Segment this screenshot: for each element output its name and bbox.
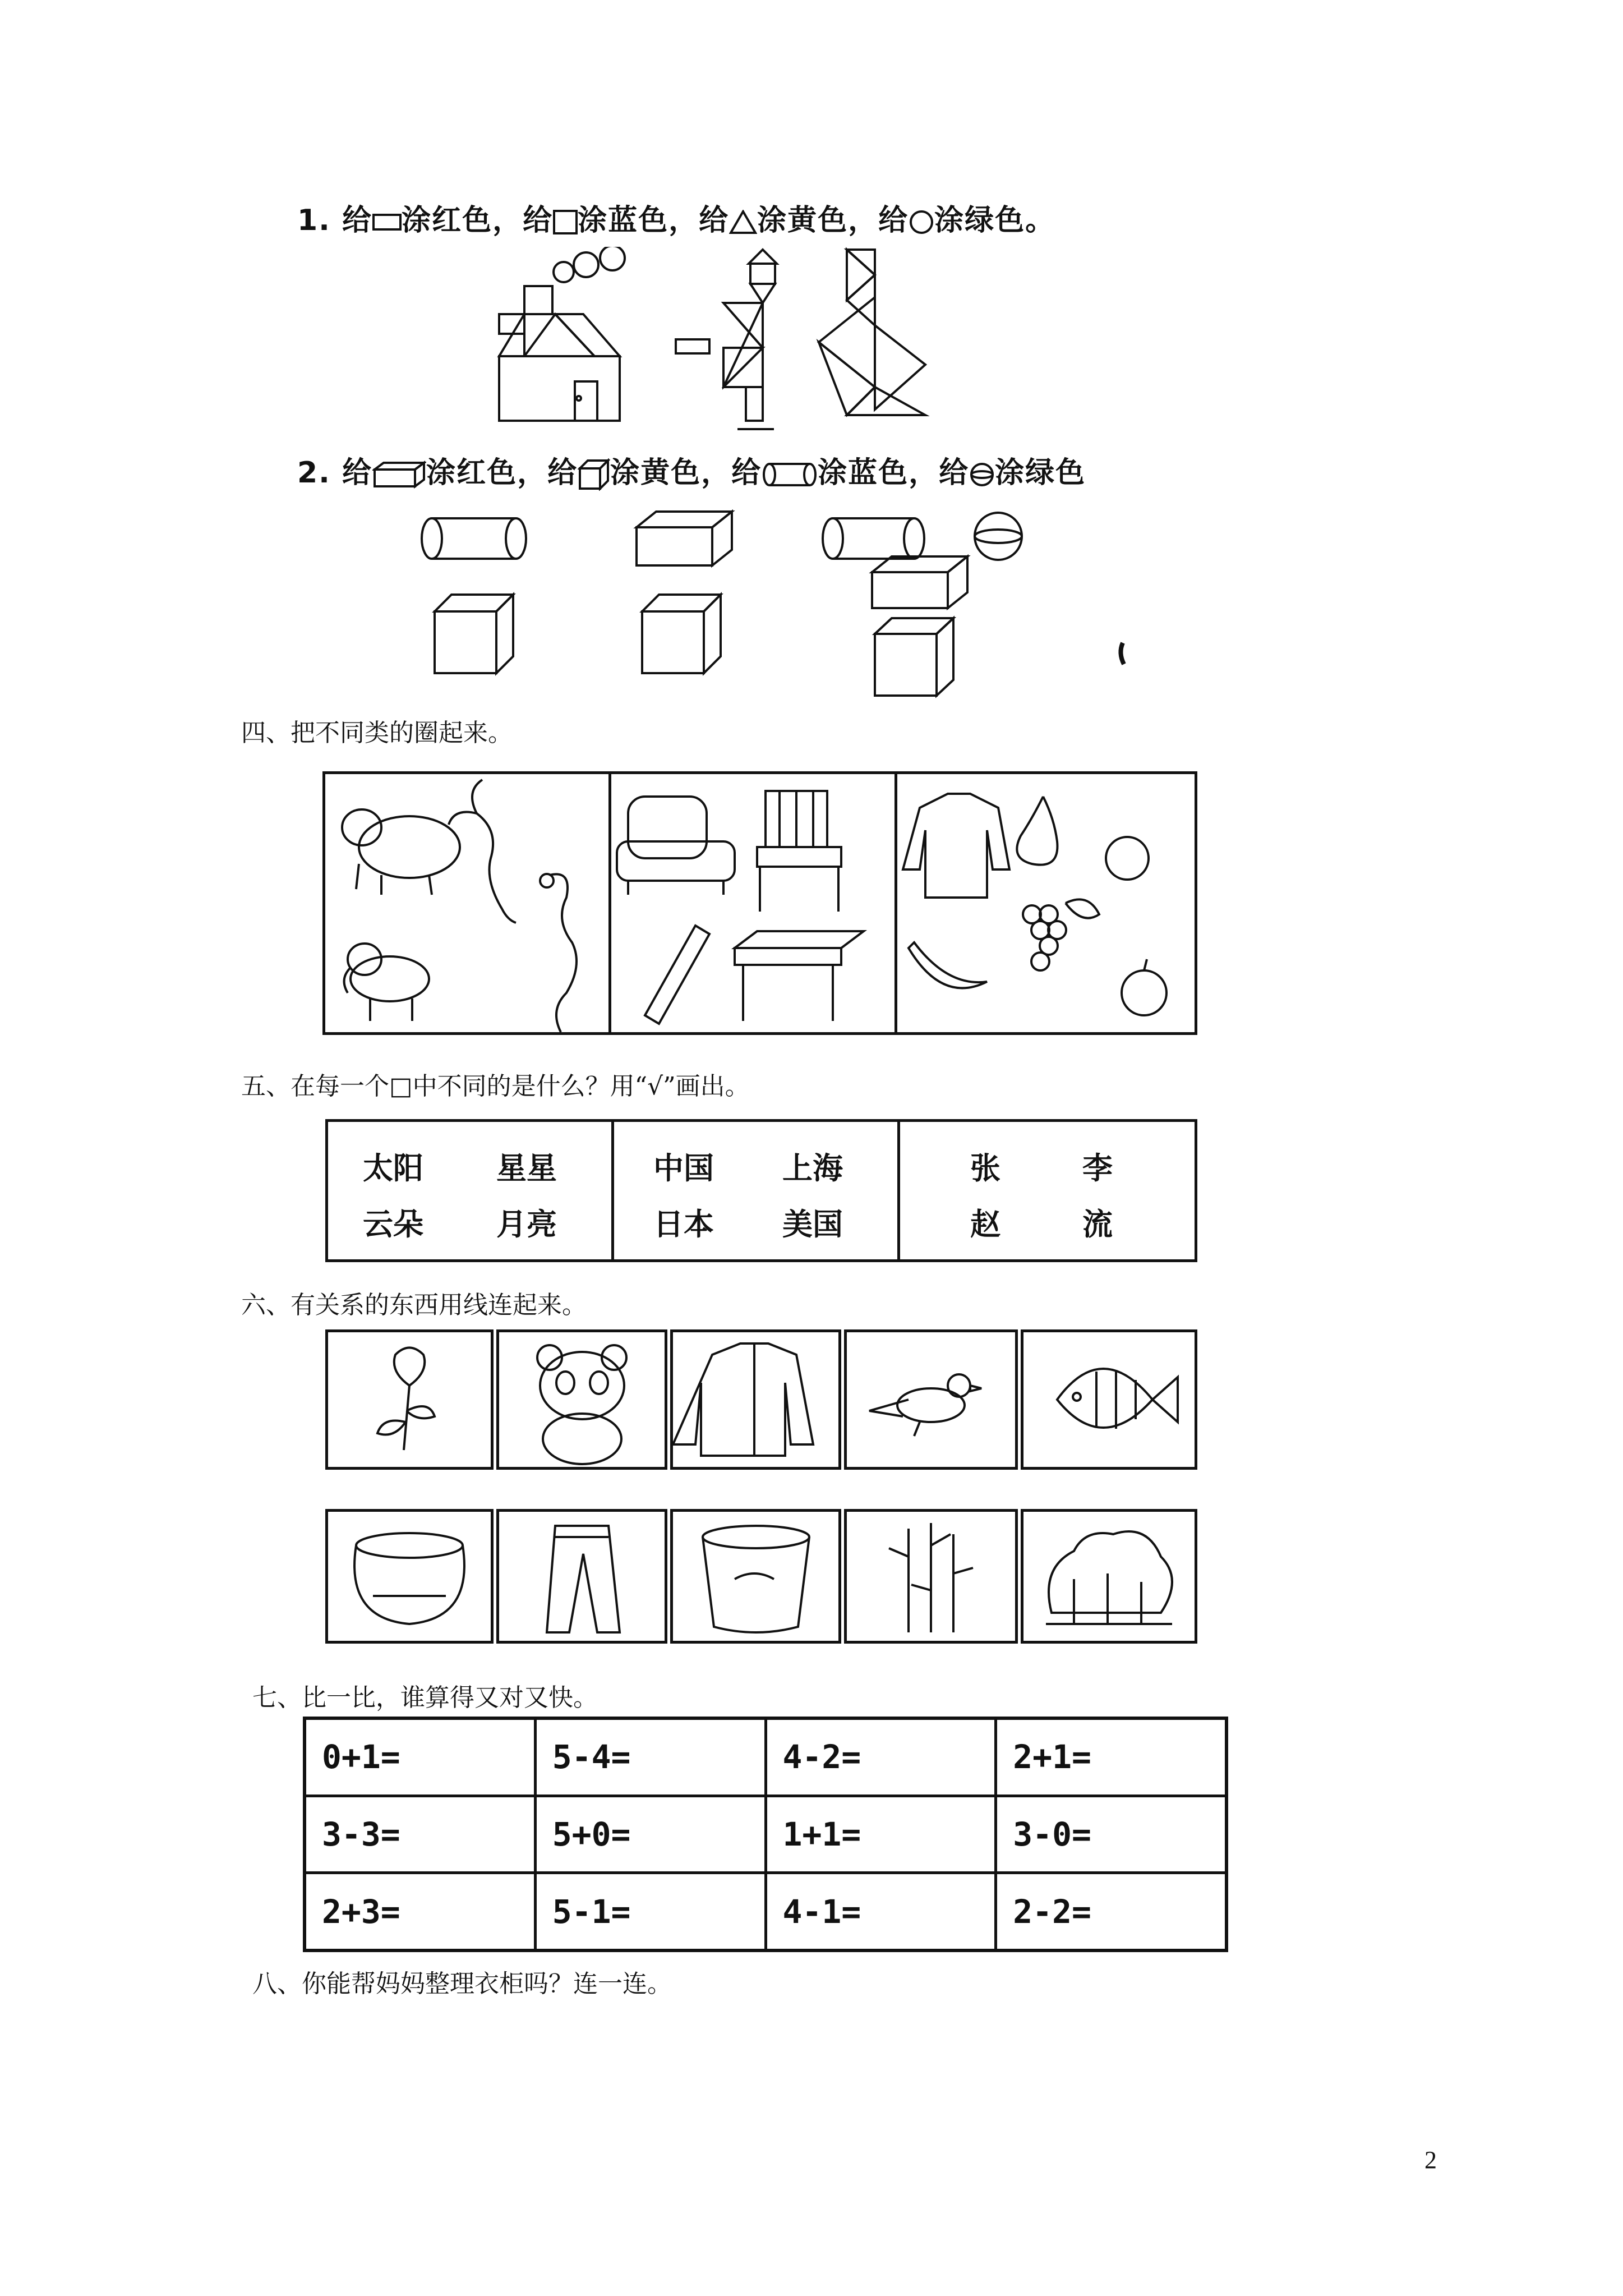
ruler-drawing bbox=[645, 926, 709, 1024]
word-cell: 日本 bbox=[653, 1207, 714, 1242]
banana-drawing bbox=[909, 942, 987, 988]
word-cell: 流 bbox=[1082, 1207, 1113, 1242]
section4-category-box bbox=[322, 771, 1197, 1035]
table-drawing bbox=[735, 931, 864, 1021]
bamboo-icon bbox=[847, 1512, 1015, 1641]
q2-text-3: 涂黄色，给 bbox=[610, 456, 762, 490]
word-cell: 上海 bbox=[782, 1151, 843, 1186]
house-figure bbox=[499, 247, 625, 421]
equation-cell[interactable]: 5-1= bbox=[537, 1874, 767, 1949]
furniture-panel bbox=[611, 774, 897, 1032]
table-row bbox=[306, 1720, 1225, 1797]
word-cell: 星星 bbox=[496, 1151, 557, 1186]
jacket-drawing bbox=[903, 794, 1009, 898]
bucket-icon bbox=[673, 1512, 838, 1641]
sphere-figure bbox=[975, 513, 1022, 560]
bird-icon bbox=[847, 1332, 1015, 1467]
equation-cell[interactable]: 3-0= bbox=[1013, 1815, 1091, 1853]
equation-cell[interactable]: 2+3= bbox=[306, 1874, 537, 1949]
table-row bbox=[306, 1874, 1225, 1949]
forest-picture[interactable] bbox=[1021, 1509, 1197, 1644]
equation-cell[interactable]: 5-4= bbox=[537, 1720, 767, 1795]
q1-shape-figures bbox=[482, 247, 965, 449]
apple-drawing bbox=[1122, 959, 1166, 1015]
trousers-picture[interactable] bbox=[496, 1509, 667, 1644]
word-cell: 月亮 bbox=[496, 1207, 557, 1242]
elephant-drawing bbox=[344, 944, 429, 1021]
rose-picture[interactable] bbox=[325, 1329, 494, 1470]
word-cell: 李 bbox=[1082, 1151, 1113, 1186]
q2-text-5: 涂绿色 bbox=[995, 456, 1086, 490]
word-group-1 bbox=[328, 1122, 614, 1259]
cylinder-figure-2 bbox=[823, 518, 924, 559]
bamboo-picture[interactable] bbox=[844, 1509, 1018, 1644]
arithmetic-table bbox=[303, 1717, 1228, 1952]
peach-drawing bbox=[1106, 837, 1149, 880]
jacket-icon bbox=[673, 1332, 838, 1467]
cube-figure-1 bbox=[435, 595, 513, 673]
hippo-drawing bbox=[342, 809, 460, 895]
word-cell: 赵 bbox=[970, 1207, 1000, 1242]
q2-instruction bbox=[297, 449, 1086, 491]
word-cell: 太阳 bbox=[363, 1151, 423, 1186]
pear-drawing bbox=[1017, 797, 1057, 865]
q1-text-4: 涂黄色，给 bbox=[757, 204, 909, 237]
seahorse-drawing bbox=[540, 874, 577, 1032]
word-cell: 中国 bbox=[653, 1151, 714, 1186]
section8-heading: 八、你能帮妈妈整理衣柜吗？连一连。 bbox=[252, 1970, 672, 1998]
grapes-drawing bbox=[1023, 899, 1099, 970]
fruit-clothing-panel bbox=[897, 774, 1195, 1032]
forest-icon bbox=[1023, 1512, 1195, 1641]
section7-heading: 七、比一比，谁算得又对又快。 bbox=[252, 1683, 598, 1712]
q1-text-5: 涂绿色。 bbox=[934, 204, 1056, 237]
equation-cell[interactable]: 0+1= bbox=[306, 1720, 537, 1795]
cube-figure-2 bbox=[642, 595, 721, 673]
square-shape-icon bbox=[553, 210, 578, 234]
page-number: 2 bbox=[1424, 2146, 1437, 2174]
rose-icon bbox=[328, 1332, 491, 1467]
section6-heading: 六、有关系的东西用线连起来。 bbox=[241, 1291, 587, 1319]
sphere-icon bbox=[969, 462, 995, 487]
equation-cell[interactable]: 3-3= bbox=[306, 1797, 537, 1872]
animals-panel bbox=[325, 774, 611, 1032]
q2-text-4: 涂蓝色，给 bbox=[818, 456, 970, 490]
q1-instruction bbox=[297, 196, 1055, 238]
fish-icon bbox=[1023, 1332, 1195, 1467]
word-cell: 云朵 bbox=[363, 1207, 423, 1242]
section5-word-box bbox=[325, 1119, 1197, 1262]
equation-cell[interactable]: 2-2= bbox=[1013, 1892, 1091, 1931]
rectangle-shape-icon bbox=[372, 214, 402, 231]
cuboid-figure-1 bbox=[637, 512, 732, 565]
equation-cell[interactable]: 5+0= bbox=[537, 1797, 767, 1872]
triangle-shape-icon bbox=[729, 210, 757, 234]
word-group-2 bbox=[614, 1122, 900, 1259]
equation-cell[interactable]: 4-1= bbox=[767, 1874, 998, 1949]
stray-mark bbox=[1121, 643, 1124, 664]
section5-heading: 五、在每一个□中不同的是什么？用“√”画出。 bbox=[241, 1072, 750, 1101]
cube-figure-3 bbox=[875, 618, 953, 696]
cuboid-figure-2 bbox=[872, 556, 967, 608]
q2-number: 2. bbox=[297, 456, 331, 490]
cube-icon bbox=[578, 458, 610, 491]
section4-heading: 四、把不同类的圈起来。 bbox=[241, 719, 513, 747]
equation-cell[interactable]: 1+1= bbox=[767, 1797, 998, 1872]
equation-cell[interactable]: 2+1= bbox=[1013, 1738, 1091, 1777]
fish-picture[interactable] bbox=[1021, 1329, 1197, 1470]
jacket-picture[interactable] bbox=[670, 1329, 841, 1470]
q1-number: 1. bbox=[297, 204, 331, 237]
fishbowl-icon bbox=[328, 1512, 491, 1641]
fishbowl-picture[interactable] bbox=[325, 1509, 494, 1644]
animal-drawings bbox=[325, 774, 608, 1032]
equation-cell[interactable]: 4-2= bbox=[767, 1720, 998, 1795]
word-group-3 bbox=[900, 1122, 1195, 1259]
word-cell: 张 bbox=[970, 1151, 1000, 1186]
rabbit-figure bbox=[819, 250, 925, 415]
circle-shape-icon bbox=[909, 209, 934, 235]
panda-icon bbox=[499, 1332, 665, 1467]
cuboid-icon bbox=[372, 461, 426, 489]
q1-text-2: 涂红色，给 bbox=[402, 204, 554, 237]
q1-text-1: 给 bbox=[342, 204, 373, 237]
cylinder-figure-1 bbox=[422, 518, 526, 559]
word-cell: 美国 bbox=[782, 1207, 843, 1242]
fruit-clothing-drawings bbox=[897, 774, 1192, 1032]
bird-picture[interactable] bbox=[844, 1329, 1018, 1470]
bucket-picture[interactable] bbox=[670, 1509, 841, 1644]
q2-text-2: 涂红色，给 bbox=[426, 456, 578, 490]
bird-figure bbox=[676, 250, 777, 429]
q2-solid-figures bbox=[415, 494, 1155, 707]
armchair-drawing bbox=[617, 797, 735, 895]
trousers-icon bbox=[499, 1512, 665, 1641]
table-row bbox=[306, 1797, 1225, 1875]
chair-drawing bbox=[757, 791, 841, 912]
q1-text-3: 涂蓝色，给 bbox=[578, 204, 730, 237]
cylinder-icon bbox=[762, 462, 818, 487]
panda-picture[interactable] bbox=[496, 1329, 667, 1470]
furniture-drawings bbox=[611, 774, 895, 1032]
q2-text-1: 给 bbox=[342, 456, 373, 490]
